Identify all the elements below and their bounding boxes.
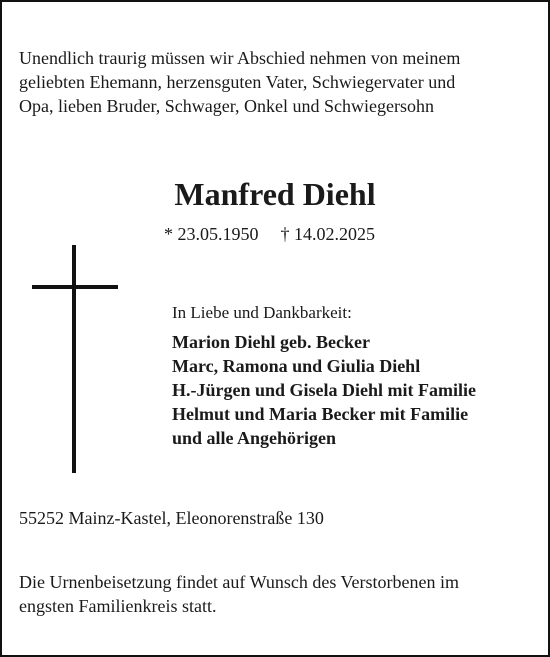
cross-vertical-bar xyxy=(72,245,76,473)
mourners-block xyxy=(172,301,542,450)
mourner-name: Marc, Ramona und Giulia Diehl xyxy=(172,356,421,376)
life-dates xyxy=(164,222,375,246)
closing-line: engsten Familienkreis statt. xyxy=(19,596,217,616)
mourner-name: Marion Diehl geb. Becker xyxy=(172,332,370,352)
intro-line: Unendlich traurig müssen wir Abschied nehmen von meinem xyxy=(19,48,461,68)
intro-text xyxy=(19,46,534,118)
death-date: † 14.02.2025 xyxy=(280,224,375,244)
mourner-name: Helmut und Maria Becker mit Familie xyxy=(172,404,469,424)
mourners-label: In Liebe und Dankbarkeit: xyxy=(172,303,352,322)
cross-horizontal-bar xyxy=(32,285,118,289)
closing-line: Die Urnenbeisetzung findet auf Wunsch des Verstorbenen im xyxy=(19,572,459,592)
closing-text xyxy=(19,570,532,618)
mourner-name: und alle Angehörigen xyxy=(172,428,337,448)
cross-icon xyxy=(32,245,118,473)
mourner-name: H.-Jürgen und Gisela Diehl mit Familie xyxy=(172,380,476,400)
intro-line: Opa, lieben Bruder, Schwager, Onkel und Schwiegersohn xyxy=(19,96,434,116)
mourners-list xyxy=(172,330,542,450)
birth-date: * 23.05.1950 xyxy=(164,224,259,244)
deceased-name: Manfred Diehl xyxy=(174,176,376,212)
address-line: 55252 Mainz-Kastel, Eleonorenstraße 130 xyxy=(19,508,324,528)
intro-line: geliebten Ehemann, herzensguten Vater, Schwiegervater und xyxy=(19,72,456,92)
